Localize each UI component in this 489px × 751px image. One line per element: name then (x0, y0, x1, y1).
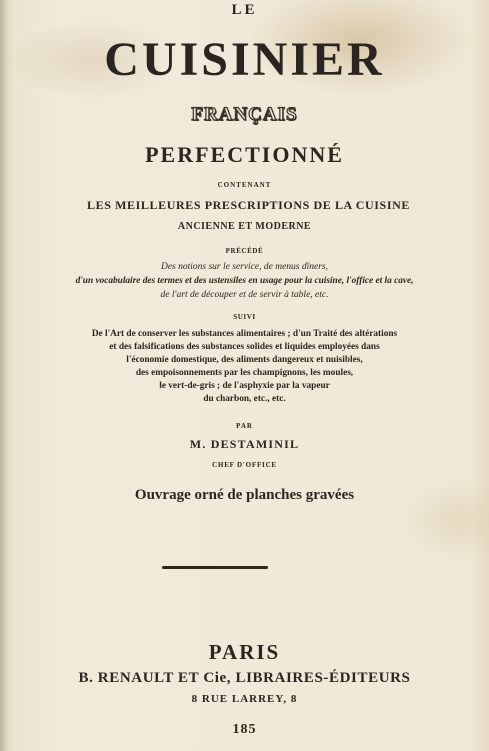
divider-rule (162, 566, 268, 569)
publisher: B. RENAULT ET Cie, LIBRAIRES-ÉDITEURS (78, 670, 411, 686)
suivi-line: De l'Art de conserver les substances alimentaires ; d'un Traité des altérations (91, 329, 398, 339)
suivi-line: des empoisonnements par les champignons, les moules, (135, 368, 354, 378)
suivi-label: SUIVI (233, 313, 256, 321)
precede-line: Des notions sur le service, de menus dîners, (160, 262, 328, 272)
precede-label: PRÉCÉDÉ (225, 247, 264, 255)
city: PARIS (208, 640, 281, 664)
meilleures-prescriptions: LES MEILLEURES PRESCRIPTIONS DE LA CUISINE (87, 198, 410, 212)
publication-year: 185 (232, 722, 257, 737)
ouvrage-note: Ouvrage orné de planches gravées (134, 487, 355, 503)
author-name: M. DESTAMINIL (189, 437, 300, 451)
subtitle-perfectionne: PERFECTIONNÉ (145, 142, 344, 167)
par-label: PAR (236, 422, 253, 430)
ancienne-moderne: ANCIENNE ET MODERNE (177, 221, 312, 232)
publisher-address: 8 RUE LARREY, 8 (191, 693, 298, 705)
contenant-label: CONTENANT (217, 181, 272, 189)
precede-line: de l'art de découper et de servir à table, etc. (160, 290, 329, 300)
main-title: CUISINIER (104, 33, 385, 86)
article-le: LE (231, 2, 258, 18)
subtitle-francais: FRANÇAIS (191, 104, 298, 125)
suivi-line: l'économie domestique, des aliments dangereux et nuisibles, (126, 355, 363, 365)
suivi-line: et des falsifications des substances solides et liquides employées dans (109, 342, 380, 352)
precede-line: d'un vocabulaire des termes et des ustensiles en usage pour la cuisine, l'office et la cave, (75, 276, 414, 286)
suivi-line: le vert-de-gris ; de l'asphyxie par la vapeur (159, 381, 330, 391)
author-role: CHEF D'OFFICE (212, 461, 277, 469)
suivi-line: du charbon, etc., etc. (203, 394, 286, 404)
